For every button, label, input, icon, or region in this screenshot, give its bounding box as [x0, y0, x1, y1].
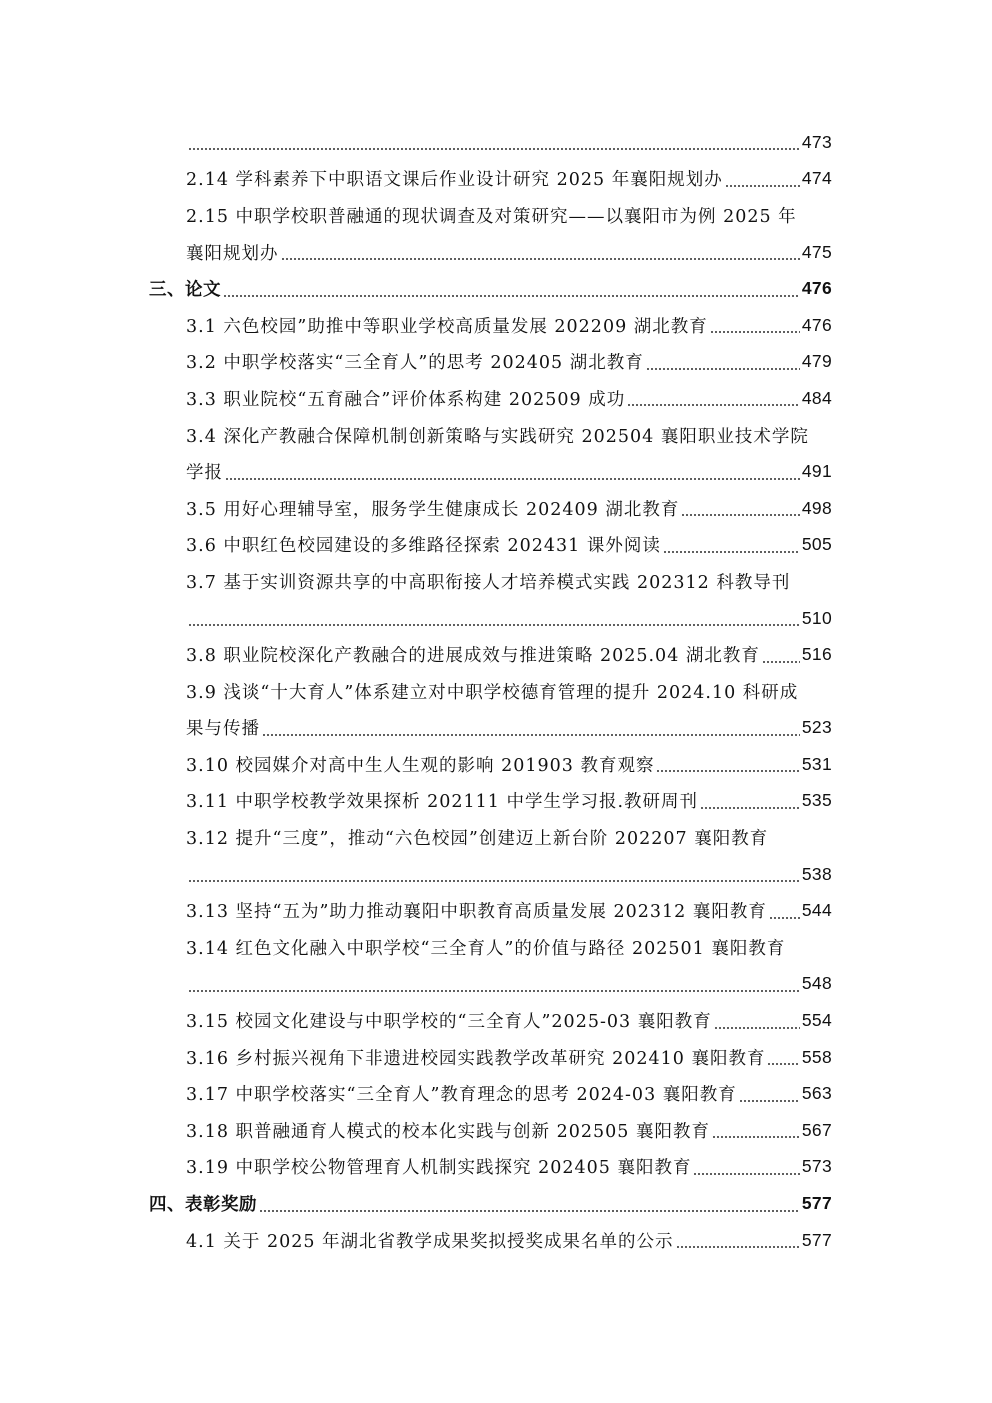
- dot-leader: [739, 1100, 800, 1102]
- dot-leader: [281, 258, 800, 260]
- toc-page-number: 573: [801, 1156, 832, 1177]
- toc-entry-title: 3.18 职普融通育人模式的校本化实践与创新 202505 襄阳教育: [186, 1121, 710, 1142]
- dot-leader: [681, 514, 800, 516]
- toc-entry-title: 3.19 中职学校公物管理育人机制实践探究 202405 襄阳教育: [186, 1158, 692, 1179]
- dot-leader: [188, 148, 800, 150]
- toc-entry-title: 3.8 职业院校深化产教融合的进展成效与推进策略 2025.04 湖北教育: [186, 646, 760, 667]
- toc-entry-title: 3.12 提升“三度”，推动“六色校园”创建迈上新台阶 202207 襄阳教育: [186, 829, 769, 850]
- toc-page-number: 567: [801, 1119, 832, 1140]
- dot-leader: [676, 1246, 800, 1248]
- toc-page-number: 479: [801, 351, 832, 372]
- dot-leader: [262, 734, 800, 736]
- dot-leader: [712, 1136, 800, 1138]
- toc-entry-title: 3.14 红色文化融入中职学校“三全育人”的价值与路径 202501 襄阳教育: [186, 938, 786, 959]
- dot-leader: [627, 404, 800, 406]
- toc-page-number: 554: [801, 1010, 832, 1031]
- toc-entry[interactable]: [0, 417, 832, 454]
- toc-page-number: 538: [801, 863, 832, 884]
- dot-leader: [259, 1210, 800, 1212]
- toc-entry[interactable]: [0, 856, 832, 893]
- toc-entry[interactable]: [0, 490, 832, 527]
- toc-page-number: 475: [801, 241, 832, 262]
- toc-page-number: 577: [801, 1229, 832, 1250]
- toc-page-number: 473: [801, 131, 832, 152]
- toc-page-number: 558: [801, 1046, 832, 1067]
- toc-page-number: 535: [801, 790, 832, 811]
- toc-entry[interactable]: [0, 124, 832, 161]
- toc-page-number: 548: [801, 973, 832, 994]
- toc-page-number: 491: [801, 461, 832, 482]
- toc-entry[interactable]: [0, 600, 832, 637]
- toc-entry[interactable]: [0, 673, 832, 710]
- toc-page-number: 474: [801, 168, 832, 189]
- toc-entry[interactable]: [0, 929, 832, 966]
- toc-page-number: 544: [801, 900, 832, 921]
- dot-leader: [769, 917, 800, 919]
- toc-entry-title: 3.1 六色校园”助推中等职业学校高质量发展 202209 湖北教育: [186, 316, 708, 337]
- toc-page-number: 498: [801, 497, 832, 518]
- toc-entry[interactable]: [0, 746, 832, 783]
- toc-page-number: 577: [801, 1193, 832, 1214]
- toc-entry-title: 4.1 关于 2025 年湖北省教学成果奖拟授奖成果名单的公示: [186, 1231, 674, 1252]
- toc-page-number: 531: [801, 753, 832, 774]
- dot-leader: [656, 770, 799, 772]
- toc-entry[interactable]: [0, 966, 832, 1003]
- toc-entry-title: 三、论文: [149, 280, 221, 301]
- dot-leader: [663, 551, 800, 553]
- dot-leader: [762, 661, 800, 663]
- toc-entry[interactable]: [0, 161, 832, 198]
- toc-entry-title: 3.15 校园文化建设与中职学校的“三全育人”2025-03 襄阳教育: [186, 1012, 712, 1033]
- toc-entry[interactable]: [0, 197, 832, 234]
- toc-entry-title: 四、表彰奖励: [149, 1195, 257, 1216]
- toc-entry-title: 2.15 中职学校职普融通的现状调查及对策研究——以襄阳市为例 2025 年: [186, 206, 797, 227]
- toc-entry[interactable]: [0, 453, 832, 490]
- toc-entry-title: 3.4 深化产教融合保障机制创新策略与实践研究 202504 襄阳职业技术学院: [186, 426, 809, 447]
- dot-leader: [188, 624, 800, 626]
- toc-entry-title: 3.5 用好心理辅导室，服务学生健康成长 202409 湖北教育: [186, 499, 680, 520]
- dot-leader: [725, 185, 800, 187]
- toc-entry[interactable]: [0, 1222, 832, 1259]
- toc-page-number: 563: [801, 1083, 832, 1104]
- dot-leader: [710, 331, 800, 333]
- toc-entry-title: 果与传播: [186, 719, 260, 740]
- toc-entry[interactable]: [0, 1075, 832, 1112]
- toc-entry-title: 3.13 坚持“五为”助力推动襄阳中职教育高质量发展 202312 襄阳教育: [186, 902, 767, 923]
- toc-entry-title: 3.6 中职红色校园建设的多维路径探索 202431 课外阅读: [186, 536, 661, 557]
- toc-page-number: 510: [801, 607, 832, 628]
- toc-entry[interactable]: [0, 1039, 832, 1076]
- dot-leader: [646, 368, 800, 370]
- dot-leader: [188, 880, 800, 882]
- dot-leader: [714, 1027, 800, 1029]
- toc-entry[interactable]: [0, 344, 832, 381]
- toc-entry[interactable]: [0, 636, 832, 673]
- dot-leader: [188, 990, 800, 992]
- toc-entry[interactable]: [0, 380, 832, 417]
- toc-entry-title: 3.3 职业院校“五育融合”评价体系构建 202509 成功: [186, 389, 626, 410]
- toc-entry-title: 3.16 乡村振兴视角下非遗进校园实践教学改革研究 202410 襄阳教育: [186, 1048, 766, 1069]
- toc-page-number: 516: [801, 644, 832, 665]
- toc-entry[interactable]: [0, 892, 832, 929]
- toc-entry-title: 3.9 浅谈“十大育人”体系建立对中职学校德育管理的提升 2024.10 科研成: [186, 682, 799, 703]
- dot-leader: [693, 1173, 799, 1175]
- toc-entry-title: 3.10 校园媒介对高中生人生观的影响 201903 教育观察: [186, 755, 655, 776]
- toc-entry[interactable]: [0, 1112, 832, 1149]
- toc-page-number: 505: [801, 534, 832, 555]
- toc-entry[interactable]: [0, 563, 832, 600]
- toc-entry[interactable]: [0, 710, 832, 747]
- toc-entry[interactable]: [0, 819, 832, 856]
- toc-entry[interactable]: [0, 783, 832, 820]
- toc-page-number: 476: [801, 314, 832, 335]
- table-of-contents: [0, 124, 992, 1258]
- toc-entry[interactable]: [0, 1149, 832, 1186]
- toc-page-number: 484: [801, 387, 832, 408]
- toc-entry-title: 3.2 中职学校落实“三全育人”的思考 202405 湖北教育: [186, 353, 644, 374]
- toc-section-heading[interactable]: [0, 1185, 832, 1222]
- toc-section-heading[interactable]: [0, 270, 832, 307]
- toc-page-number: 523: [801, 717, 832, 738]
- toc-entry[interactable]: [0, 307, 832, 344]
- dot-leader: [223, 295, 800, 297]
- toc-entry-title: 襄阳规划办: [186, 243, 279, 264]
- toc-entry[interactable]: [0, 1002, 832, 1039]
- toc-entry-title: 3.17 中职学校落实“三全育人”教育理念的思考 2024-03 襄阳教育: [186, 1085, 737, 1106]
- toc-page-number: 476: [801, 278, 832, 299]
- toc-entry-title: 学报: [186, 463, 223, 484]
- toc-entry[interactable]: [0, 527, 832, 564]
- toc-entry-title: 3.11 中职学校教学效果探析 202111 中学生学习报.教研周刊: [186, 792, 699, 813]
- toc-entry[interactable]: [0, 234, 832, 271]
- dot-leader: [700, 807, 800, 809]
- dot-leader: [225, 478, 800, 480]
- toc-entry-title: 2.14 学科素养下中职语文课后作业设计研究 2025 年襄阳规划办: [186, 170, 723, 191]
- toc-entry-title: 3.7 基于实训资源共享的中高职衔接人才培养模式实践 202312 科教导刊: [186, 572, 791, 593]
- dot-leader: [767, 1063, 799, 1065]
